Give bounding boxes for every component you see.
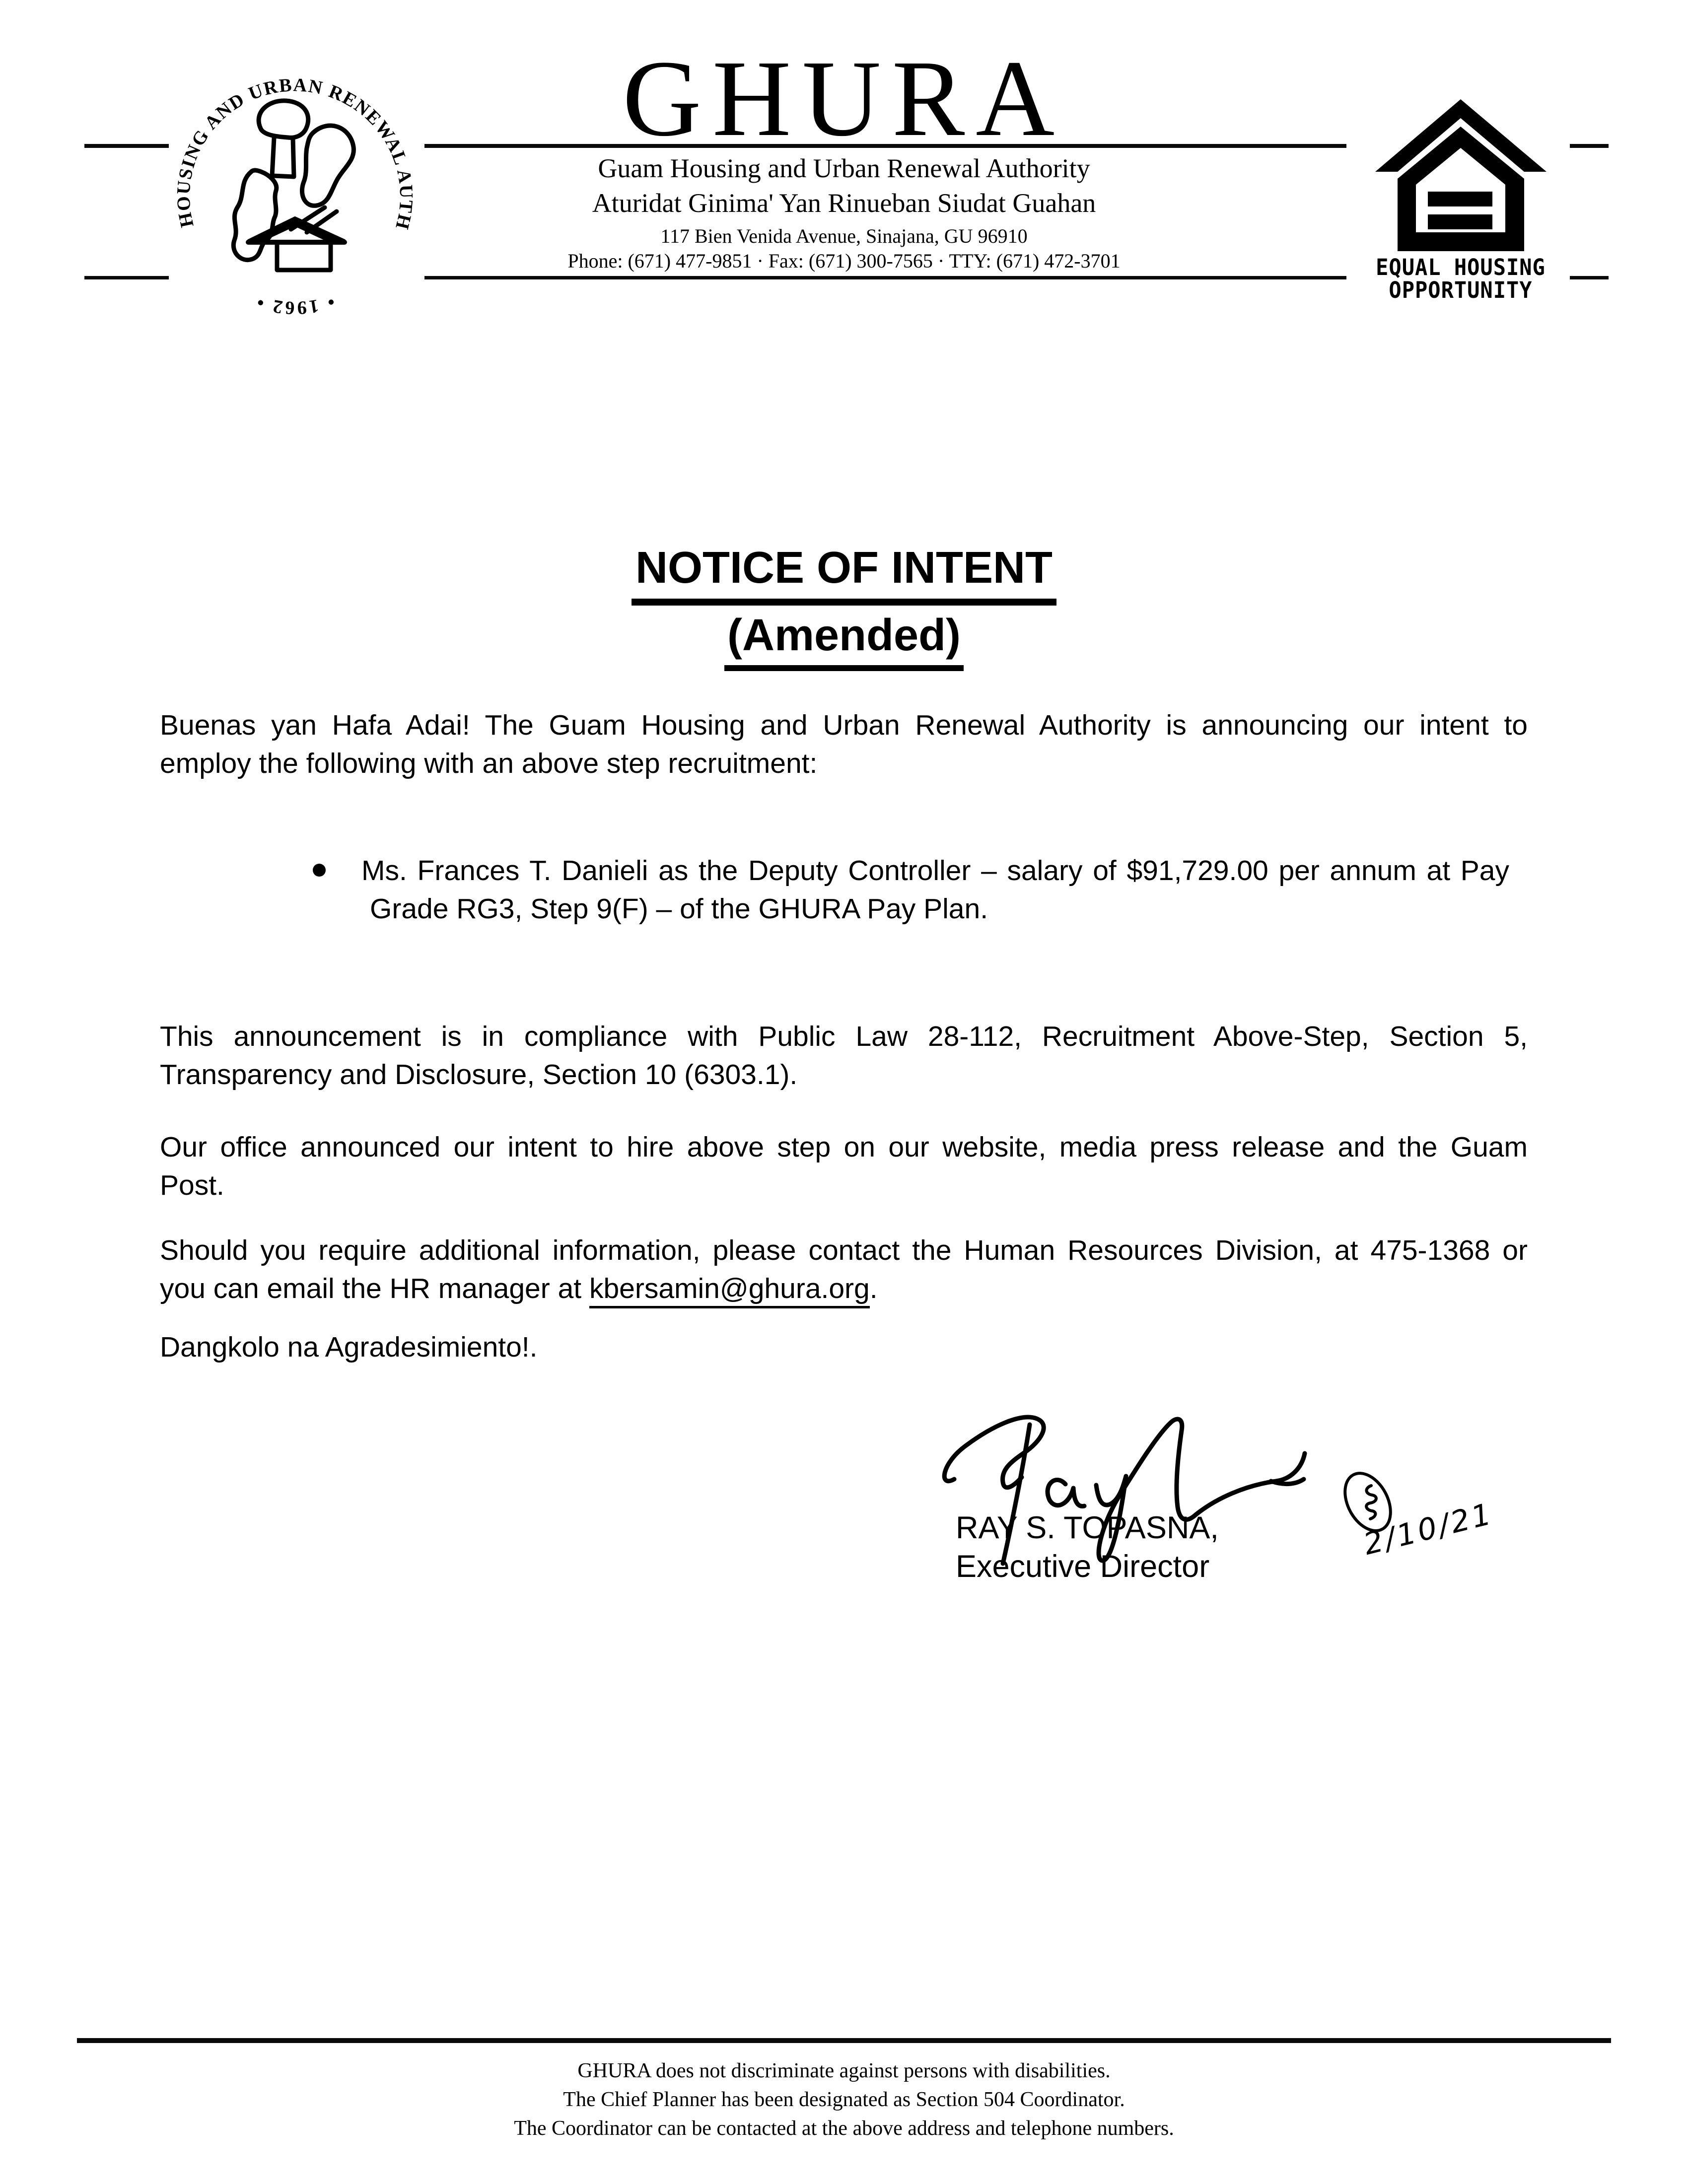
notice-subtitle-text: (Amended) [724,610,964,671]
eho-label-line1: EQUAL HOUSING [1376,254,1546,280]
paragraph-4-line-2 [160,1271,1528,1306]
hr-email-address: kbersamin@ghura.org [589,1273,870,1308]
paragraph-4-line-2-prefix: you can email the HR manager at [160,1273,589,1304]
handwritten-date: 2/10/21 [1360,1496,1497,1562]
org-address: 117 Bien Venida Avenue, Sinajana, GU 96910 [660,225,1028,247]
notice-subtitle [0,610,1688,671]
footer-line-2: The Chief Planner has been designated as Section 504 Coordinator. [563,2088,1125,2111]
footer-rule [77,2038,1611,2043]
svg-text:• 1962 • [252,291,337,318]
paragraph-1-line-2: employ the following with an above step recruitment: [160,748,818,779]
eho-label-line2: OPPORTUNITY [1389,277,1533,303]
footer-line-1: GHURA does not discriminate against persons with disabilities. [577,2059,1111,2082]
equal-housing-logo-icon [1375,99,1547,254]
signer-role: Executive Director [956,1549,1210,1584]
footer-line-3: The Coordinator can be contacted at the above address and telephone numbers. [514,2117,1174,2140]
org-name-english: Guam Housing and Urban Renewal Authority [598,153,1090,183]
paragraph-2-line-1: This announcement is in compliance with Public Law 28-112, Recruitment Above-Step, Section 5, [160,1021,1528,1052]
paragraph-4-line-2-suffix: . [869,1273,878,1304]
org-contacts: Phone: (671) 477-9851 · Fax: (671) 300-7565 · TTY: (671) 472-3701 [567,250,1121,272]
bullet-marker [313,864,326,877]
seal-year-text: • 1962 • [252,291,338,319]
bullet-item-line-2: Grade RG3, Step 9(F) – of the GHURA Pay Plan. [370,893,988,925]
org-name-chamorro: Aturidat Ginima' Yan Rinueban Siudat Guahan [592,188,1096,218]
paragraph-4-line-1: Should you require additional information, please contact the Human Resources Division, at 475-1368 or [160,1234,1528,1266]
eho-equals-top-bar [1428,192,1492,206]
paragraph-3-line-2: Post. [160,1169,224,1201]
org-acronym: GHURA [622,38,1066,159]
closing-phrase: Dangkolo na Agradesimiento!. [160,1331,538,1363]
paragraph-1-line-1: Buenas yan Hafa Adai! The Guam Housing and Urban Renewal Authority is announcing our intent to [160,709,1528,741]
paragraph-3-line-1: Our office announced our intent to hire above step on our website, media press release and the Guam [160,1131,1528,1163]
paragraph-2-line-2: Transparency and Disclosure, Section 10 (6303.1). [160,1059,798,1091]
signer-name: RAY S. TOPASNA, [956,1510,1219,1545]
bullet-item-line-1: Ms. Frances T. Danieli as the Deputy Controller – salary of $91,729.00 per annum at Pay [361,855,1509,887]
notice-title-text: NOTICE OF INTENT [632,543,1056,606]
seal-ring-text: GUAM HOUSING AND URBAN RENEWAL AUTHORITY [173,74,417,236]
eho-equals-bottom-bar [1428,214,1492,229]
notice-title [0,543,1688,606]
